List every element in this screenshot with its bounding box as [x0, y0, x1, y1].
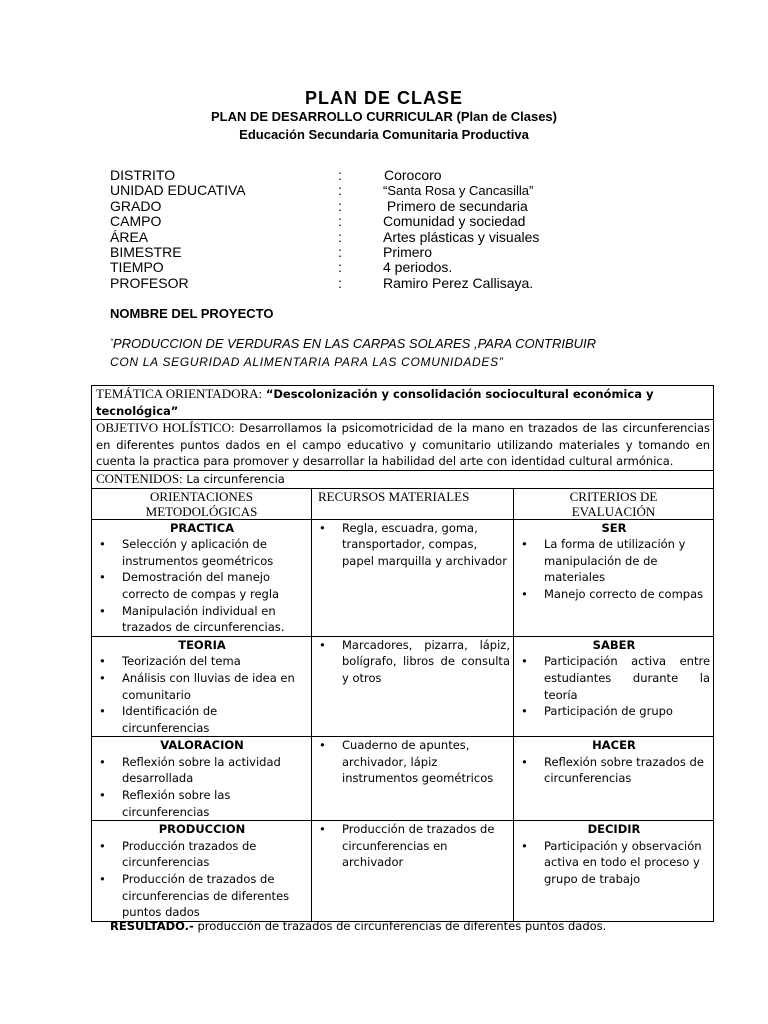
table-header-row — [92, 488, 714, 519]
info-colon: : — [338, 228, 342, 245]
document-title: PLAN DE CLASE — [304, 88, 463, 108]
info-colon: : — [338, 274, 342, 291]
info-colon: : — [338, 259, 342, 276]
objetivo-label: OBJETIVO HOLÍSTICO: — [96, 420, 235, 436]
criteria-title: SER — [601, 520, 627, 535]
resources-list — [316, 821, 510, 871]
info-value: Primero de secundaria — [383, 197, 528, 214]
method-title: PRACTICA — [169, 520, 235, 535]
resources-cell — [312, 519, 514, 636]
criteria-title: DECIDIR — [587, 822, 641, 837]
info-label: ÁREA — [110, 228, 149, 245]
tematica-row — [92, 386, 714, 420]
methods-cell — [92, 636, 312, 737]
table-row — [92, 636, 714, 737]
list-item: • La forma de utilización y manipulación de de materiales — [518, 536, 710, 586]
list-item: • Selección y aplicación de instrumentos geométricos — [96, 536, 308, 569]
info-colon: : — [338, 197, 342, 214]
criteria-title: HACER — [592, 738, 636, 753]
method-title: VALORACION — [160, 738, 244, 753]
list-item: • Identificación de circunferencias — [96, 703, 308, 736]
contenidos-label: CONTENIDOS: — [96, 470, 183, 486]
info-label: PROFESOR — [110, 274, 189, 291]
result-line — [110, 919, 606, 933]
criteria-list — [518, 536, 710, 602]
info-colon: : — [338, 243, 342, 260]
plan-table — [91, 385, 714, 922]
list-item: • Reflexión sobre las circunferencias — [96, 787, 308, 820]
info-label: BIMESTRE — [110, 243, 182, 260]
criteria-title: SABER — [592, 637, 636, 652]
resources-cell — [312, 636, 514, 737]
info-colon: : — [338, 182, 342, 199]
list-item: • Producción de trazados de circunferencias en archivador — [316, 821, 510, 871]
methods-list — [96, 653, 308, 736]
criteria-cell — [514, 821, 714, 922]
list-item: • Manipulación individual en trazados de circunferencias. — [96, 603, 308, 636]
project-name-line-2: CON LA SEGURIDAD ALIMENTARIA PARA LAS COMUNIDADES” — [110, 355, 504, 369]
list-item: • Participación y observación activa en todo el proceso y grupo de trabajo — [518, 838, 710, 888]
info-value: Corocoro — [384, 167, 442, 183]
info-label: UNIDAD EDUCATIVA — [110, 182, 246, 199]
table-row — [92, 519, 714, 636]
methods-list — [96, 838, 308, 921]
info-value: Primero — [383, 243, 433, 260]
table-row — [92, 821, 714, 922]
header-recursos: RECURSOS MATERIALES — [312, 488, 514, 519]
contenidos-row — [92, 470, 714, 488]
list-item: • Participación de grupo — [518, 703, 710, 720]
header-orientaciones: ORIENTACIONES METODOLÓGICAS — [92, 488, 312, 519]
methods-cell — [92, 821, 312, 922]
list-item: • Regla, escuadra, goma, transportador, compas, papel marquilla y archivador — [316, 520, 510, 570]
table-row — [92, 737, 714, 821]
objetivo-value: Desarrollamos la psicomotricidad de la mano en trazados de las circunferencias en diferentes puntos dados en el campo educativo y comunitario utilizando materiales y tomando en cuenta la practica para promover y desarrollar la habilidad del arte con identidad cultural armónica. — [96, 421, 711, 469]
info-value: Ramiro Perez Callisaya. — [383, 274, 534, 291]
criteria-list — [518, 653, 710, 719]
list-item: • Reflexión sobre la actividad desarrollada — [96, 754, 308, 787]
contenidos-value: La circunferencia — [186, 471, 285, 486]
project-name-text-1: PRODUCCION DE VERDURAS EN LAS CARPAS SOLARES ,PARA CONTRIBUIR — [113, 336, 597, 351]
info-colon: : — [338, 213, 342, 230]
methods-list — [96, 536, 308, 636]
resources-list — [316, 637, 510, 687]
resources-cell — [312, 821, 514, 922]
header-criterios: CRITERIOS DE EVALUACIÓN — [514, 488, 714, 519]
list-item: • Participación activa entre estudiantes durante la teoría — [518, 653, 710, 703]
list-item: • Reflexión sobre trazados de circunferencias — [518, 754, 710, 787]
criteria-cell — [514, 519, 714, 636]
tematica-value: “Descolonización y consolidación sociocultural económica y tecnológica” — [96, 387, 654, 418]
methods-list — [96, 754, 308, 820]
info-label: CAMPO — [110, 213, 162, 230]
objetivo-cell — [92, 420, 714, 471]
tematica-label: TEMÁTICA ORIENTADORA: — [96, 386, 263, 401]
criteria-list — [518, 754, 710, 787]
methods-cell — [92, 737, 312, 821]
result-label: RESULTADO.- — [110, 919, 194, 933]
criteria-list — [518, 838, 710, 888]
document-subtitle: PLAN DE DESARROLLO CURRICULAR (Plan de Clases) — [211, 109, 557, 124]
project-name-line-1 — [110, 336, 596, 351]
list-item: • Demostración del manejo correcto de compas y regla — [96, 569, 308, 602]
tematica-cell — [92, 386, 714, 420]
project-label: NOMBRE DEL PROYECTO — [110, 306, 274, 321]
resources-cell — [312, 737, 514, 821]
info-colon: : — [338, 167, 342, 183]
project-open-quote: “ — [110, 337, 113, 347]
list-item: • Marcadores, pizarra, lápiz, bolígrafo, libros de consulta y otros — [316, 637, 510, 687]
method-title: PRODUCCION — [158, 822, 246, 837]
resources-list — [316, 737, 510, 787]
info-label: DISTRITO — [110, 167, 176, 183]
criteria-cell — [514, 636, 714, 737]
info-label: GRADO — [110, 197, 162, 214]
list-item: • Cuaderno de apuntes, archivador, lápiz instrumentos geométricos — [316, 737, 510, 787]
info-label: TIEMPO — [110, 259, 164, 276]
document-subtitle-2: Educación Secundaria Comunitaria Productiva — [239, 127, 529, 142]
list-item: • Producción de trazados de circunferencias de diferentes puntos dados — [96, 871, 308, 921]
methods-cell — [92, 519, 312, 636]
objetivo-row — [92, 420, 714, 471]
info-value: 4 periodos. — [383, 259, 453, 276]
contenidos-cell — [92, 470, 714, 488]
result-value: producción de trazados de circunferencias de diferentes puntos dados. — [193, 919, 607, 933]
list-item: • Manejo correcto de compas — [518, 586, 710, 603]
list-item: • Teorización del tema — [96, 653, 308, 670]
info-value: Artes plásticas y visuales — [383, 228, 540, 245]
list-item: • Análisis con lluvias de idea en comunitario — [96, 670, 308, 703]
method-title: TEORIA — [178, 637, 226, 652]
list-item: • Producción trazados de circunferencias — [96, 838, 308, 871]
criteria-cell — [514, 737, 714, 821]
resources-list — [316, 520, 510, 570]
info-value: Comunidad y sociedad — [383, 213, 526, 230]
info-value: “Santa Rosa y Cancasilla” — [383, 183, 534, 199]
